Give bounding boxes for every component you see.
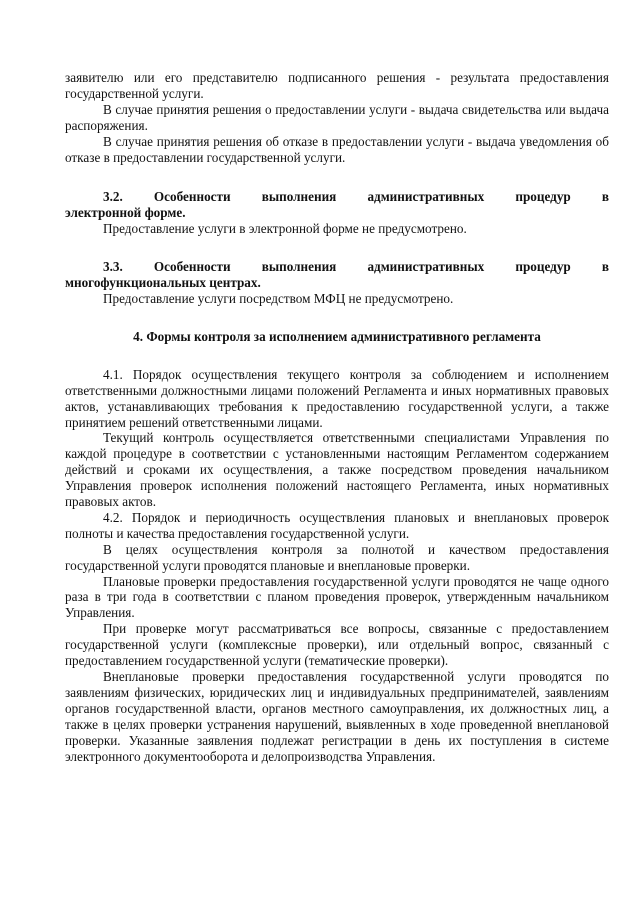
paragraph-4-2-goal: В целях осуществления контроля за полнотой и качеством предоставления государственной услуги проводятся плановые и внеплановые проверки. [65, 541, 609, 573]
paragraph-4-1: 4.1. Порядок осуществления текущего контроля за соблюдением и исполнением ответственными должностными лицами положений Регламента и иных нормативных правовых актов, устанавливающих требования к предоставлению государственной услуги, а также принятием решений ответственными лицами. [65, 366, 609, 430]
paragraph-4-2-planned: Плановые проверки предоставления государственной услуги проводятся не чаще одного раза в три года в соответствии с планом проведения проверок, утвержденным начальником Управления. [65, 573, 609, 621]
paragraph-4-2-scope: При проверке могут рассматриваться все вопросы, связанные с предоставлением государственной услуги (комплексные проверки), или отдельный вопрос, связанный с предоставлением государственной услуги (тематические проверки). [65, 621, 609, 669]
document-body [65, 70, 609, 764]
paragraph-refuse: В случае принятия решения об отказе в предоставлении услуги - выдача уведомления об отказе в предоставлении государственной услуги. [65, 133, 609, 165]
section-3-2-number: 3.2. [103, 189, 123, 205]
section-4-heading: 4. Формы контроля за исполнением административного регламента [133, 328, 541, 344]
section-3-2-word: выполнения [261, 189, 337, 205]
paragraph-4-2: 4.2. Порядок и периодичность осуществления плановых и внеплановых проверок полноты и качества предоставления государственной услуги. [65, 509, 609, 541]
section-3-2-word: Особенности [153, 189, 231, 205]
section-3-2-word: административных [367, 189, 485, 205]
section-3-2-word: процедур [515, 189, 571, 205]
section-3-3-number: 3.3. [103, 259, 123, 275]
section-3-2-word: в [601, 189, 609, 205]
section-3-3-word: административных [367, 259, 485, 275]
paragraph-4-1-continued: Текущий контроль осуществляется ответственными специалистами Управления по каждой процедуре в соответствии с установленными настоящим Регламентом содержанием действий и сроками их осуществления, а также посредством проведения начальником Управления проверок исполнения положений настоящего Регламента, иных нормативных правовых актов. [65, 430, 609, 510]
paragraph-grant: В случае принятия решения о предоставлении услуги - выдача свидетельства или выдача распоряжения. [65, 101, 609, 133]
section-3-3-word: Особенности [153, 259, 231, 275]
paragraph-intro: заявителю или его представителю подписанного решения - результата предоставления государственной услуги. [65, 70, 609, 101]
section-3-3-word: выполнения [261, 259, 337, 275]
section-3-3-text: Предоставление услуги посредством МФЦ не предусмотрено. [103, 290, 454, 306]
section-3-3-word: в [601, 259, 609, 275]
section-3-3-word: процедур [515, 259, 571, 275]
section-3-2-text: Предоставление услуги в электронной форме не предусмотрено. [103, 221, 467, 237]
section-3-2-heading [65, 189, 609, 205]
section-3-2-heading-tail: электронной форме. [65, 205, 186, 221]
section-3-3-heading-tail: многофункциональных центрах. [65, 275, 261, 291]
paragraph-4-2-unplanned: Внеплановые проверки предоставления государственной услуги проводятся по заявлениям физических, юридических лиц и индивидуальных предпринимателей, заявлениям органов государственной власти, органов местного самоуправления, их должностных лиц, а также в целях проверки устранения нарушений, выявленных в ходе проведенной внеплановой проверки. Указанные заявления подлежат регистрации в день их поступления в системе электронного документооборота и делопроизводства Управления. [65, 669, 609, 764]
section-3-3-heading [65, 259, 609, 275]
